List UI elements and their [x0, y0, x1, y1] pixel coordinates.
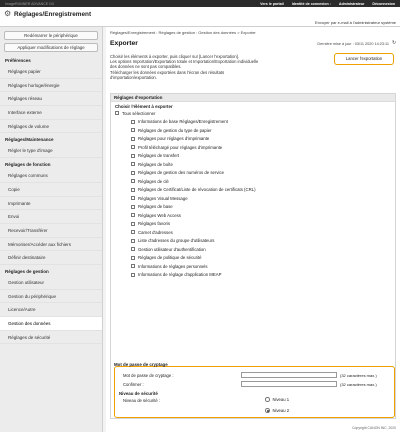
- checkbox-box[interactable]: [131, 213, 135, 217]
- level1-radio[interactable]: Niveau 1: [265, 397, 289, 402]
- sidebar-group-function: Réglages de fonction: [5, 162, 51, 168]
- sidebar-item-copy[interactable]: Copie: [0, 183, 102, 197]
- checkbox-box[interactable]: [131, 171, 135, 175]
- level2-radio[interactable]: Niveau 2: [265, 408, 289, 413]
- mail-admin-link[interactable]: Envoyer par e-mail à l'administrateur système: [314, 20, 396, 25]
- export-item-checkbox[interactable]: Liste d'adresses du groupe d'utilisateurs: [111, 237, 395, 246]
- export-item-checkbox[interactable]: Informations de réglages personnels: [111, 262, 395, 271]
- confirm-row: Confirmer : (32 caractères max.): [123, 381, 377, 387]
- export-item-checkbox[interactable]: Réglages Visual Message: [111, 194, 395, 203]
- launch-export-button[interactable]: Lancer l'exportation: [334, 53, 394, 65]
- select-all-checkbox[interactable]: Tous sélectionner: [111, 109, 395, 118]
- checkbox-box[interactable]: [131, 273, 135, 277]
- breadcrumb: Réglages/Enregistrement : Réglages de gestion : Gestion des données > Exporter: [110, 30, 256, 35]
- page-header-title: Réglages/Enregistrement: [14, 11, 92, 18]
- export-item-checkbox[interactable]: Carnet d'adresses: [111, 228, 395, 237]
- checkbox-box[interactable]: [131, 264, 135, 268]
- checkbox-box[interactable]: [115, 111, 119, 115]
- confirm-password-input[interactable]: [241, 381, 337, 387]
- checkbox-box[interactable]: [131, 188, 135, 192]
- export-item-checkbox[interactable]: Réglages de gestion des numéros de service: [111, 169, 395, 178]
- last-updated: Dernière mise à jour : 03/11 2020 14:23:11: [317, 42, 389, 46]
- sidebar-item-security-settings[interactable]: Réglages de sécurité: [0, 331, 102, 345]
- checkbox-box[interactable]: [131, 128, 135, 132]
- refresh-icon[interactable]: ↻: [392, 40, 397, 46]
- password-security-highlight: [114, 362, 395, 418]
- export-item-checkbox[interactable]: Réglages de politique de sécurité: [111, 254, 395, 263]
- restart-device-button[interactable]: Redémarrer le périphérique: [4, 31, 98, 40]
- sidebar-item-timer-energy[interactable]: Réglages horloge/énergie: [0, 79, 102, 93]
- sidebar-item-store-access-files[interactable]: Mémoriser/Accéder aux fichiers: [0, 238, 102, 252]
- main-content: [106, 27, 400, 432]
- checkbox-box[interactable]: [131, 145, 135, 149]
- sidebar-item-common[interactable]: Réglages communs: [0, 169, 102, 183]
- sidebar-item-destination[interactable]: Définir destinataire: [0, 251, 102, 265]
- logout-link[interactable]: Déconnexion: [372, 1, 395, 6]
- sidebar-item-data-management[interactable]: Gestion des données: [0, 317, 102, 331]
- gear-icon: ⚙: [4, 9, 12, 18]
- device-name: ImageRUNNER ADVANCE DX: [5, 1, 55, 6]
- sidebar-item-license-other[interactable]: Licence/Autre: [0, 303, 102, 317]
- radio-button[interactable]: [265, 397, 270, 402]
- checkbox-box[interactable]: [131, 154, 135, 158]
- sidebar-item-send[interactable]: Envoi: [0, 210, 102, 224]
- checkbox-box[interactable]: [131, 247, 135, 251]
- choose-items-label: Choisir l'élément à exporter: [115, 104, 173, 109]
- password-row: Mot de passe de cryptage : (32 caractères max.): [123, 372, 377, 378]
- login-id-label: Identité de connexion :: [291, 1, 331, 6]
- header: [0, 7, 400, 27]
- export-item-checkbox[interactable]: Réglages de Certificat/Liste de révocation de certificats (CRL): [111, 186, 395, 195]
- sidebar-item-user-management[interactable]: Gestion utilisateur: [0, 276, 102, 290]
- export-item-checkbox[interactable]: Réglages de base: [111, 203, 395, 212]
- export-item-checkbox[interactable]: Réglages de gestion du type de papier: [111, 126, 395, 135]
- checkbox-box[interactable]: [131, 230, 135, 234]
- top-bar: [0, 0, 400, 7]
- export-settings-header: Réglages d'exportation: [111, 94, 395, 102]
- sidebar-item-device-management[interactable]: Gestion du périphérique: [0, 290, 102, 304]
- sidebar-item-paper[interactable]: Réglages papier: [0, 65, 102, 79]
- sidebar-item-external-interface[interactable]: Interface externe: [0, 106, 102, 120]
- checkbox-box[interactable]: [131, 162, 135, 166]
- copyright: Copyright CANON INC. 2020: [352, 426, 396, 430]
- checkbox-box[interactable]: [131, 222, 135, 226]
- export-item-checkbox[interactable]: Gestion utilisateur d'authentification: [111, 245, 395, 254]
- checkbox-box[interactable]: [131, 120, 135, 124]
- admin-user: Administrateur: [338, 1, 365, 6]
- export-item-checkbox[interactable]: Réglages de clé: [111, 177, 395, 186]
- checkbox-box[interactable]: [131, 179, 135, 183]
- export-items-list: [111, 118, 395, 280]
- export-item-checkbox[interactable]: Réglages pour réglages d'imprimante: [111, 135, 395, 144]
- checkbox-box[interactable]: [131, 205, 135, 209]
- description: Choisir les éléments à exporter, puis cliquer sur [Lancer l'exportation]. Les options Importation/Exportation totale et Importation/Exportation individuelle des données ne sont pas compatibles. Télécharger les données exportées dans l'écran des résultats d'importation/exportation.: [110, 54, 259, 80]
- sidebar-group-preferences: Préférences: [5, 58, 31, 63]
- security-level-header: Niveau de sécurité: [119, 391, 158, 396]
- checkbox-box[interactable]: [131, 196, 135, 200]
- password-input[interactable]: [241, 372, 337, 378]
- security-level-row: Niveau de sécurité :: [123, 398, 161, 403]
- export-item-checkbox[interactable]: Réglages de boîte: [111, 160, 395, 169]
- sidebar-item-image-quality[interactable]: Régler le type d'image: [0, 144, 102, 158]
- sidebar-group-maintenance: Réglages/Maintenance: [5, 137, 54, 143]
- export-settings-panel: [110, 93, 396, 419]
- export-item-checkbox[interactable]: Réglages favoris: [111, 220, 395, 229]
- checkbox-box[interactable]: [131, 137, 135, 141]
- export-item-checkbox[interactable]: Informations de réglage d'application MEAP: [111, 271, 395, 280]
- radio-button-selected[interactable]: [265, 408, 270, 413]
- sidebar-group-management: Réglages de gestion: [5, 268, 49, 274]
- export-item-checkbox[interactable]: Profil téléchargé pour réglages d'imprimante: [111, 143, 395, 152]
- sidebar-item-printer[interactable]: Imprimante: [0, 197, 102, 211]
- sidebar-item-receive-forward[interactable]: Recevoir/Transférer: [0, 224, 102, 238]
- portal-link[interactable]: Vers le portail: [260, 1, 284, 6]
- export-item-checkbox[interactable]: Informations de base Réglages/Enregistrement: [111, 118, 395, 127]
- page-title: Exporter: [110, 40, 138, 47]
- apply-changes-button[interactable]: Appliquer modifications de réglage: [4, 43, 98, 52]
- export-item-checkbox[interactable]: Réglages Web Access: [111, 211, 395, 220]
- sidebar: [0, 27, 103, 432]
- sidebar-item-network[interactable]: Réglages réseau: [0, 92, 102, 106]
- sidebar-item-volume[interactable]: Réglages de volume: [0, 120, 102, 134]
- checkbox-box[interactable]: [131, 239, 135, 243]
- checkbox-box[interactable]: [131, 256, 135, 260]
- export-item-checkbox[interactable]: Réglages de transfert: [111, 152, 395, 161]
- password-section-header: Mot de passe de cryptage: [114, 362, 168, 367]
